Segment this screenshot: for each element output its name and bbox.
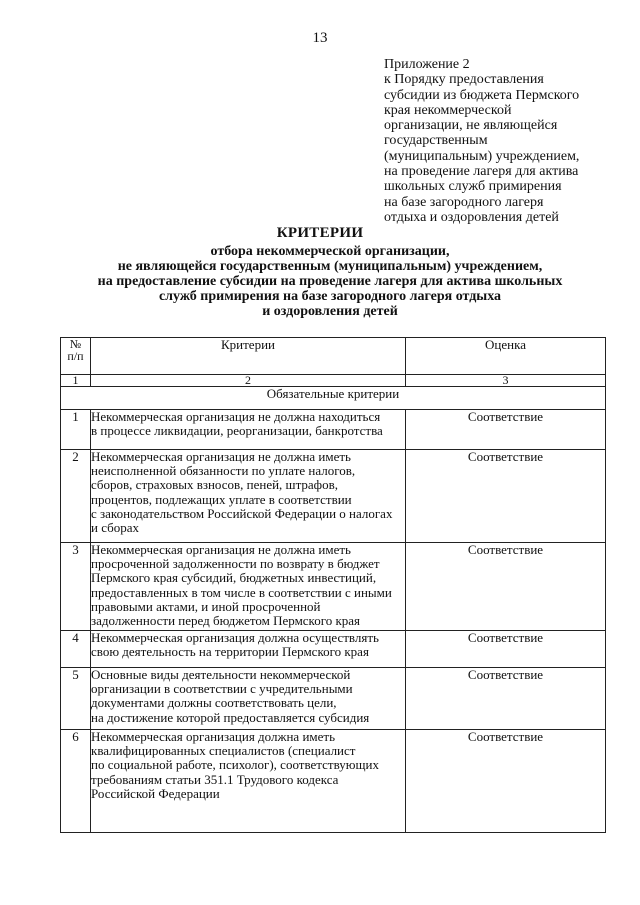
appendix-line: (муниципальным) учреждением,	[384, 148, 580, 164]
column-index: 3	[406, 375, 606, 387]
criterion-text: Основные виды деятельности некоммерческой организации в соответствии с учредительными документами должны соответствовать цели, на достижение которой предоставляется субсидия	[91, 668, 406, 730]
page-number: 13	[312, 30, 328, 46]
document-subtitle	[0, 244, 640, 319]
header-score: Оценка	[406, 338, 606, 375]
appendix-line: отдыха и оздоровления детей	[384, 209, 559, 225]
criterion-score: Соответствие	[406, 668, 606, 730]
criterion-score: Соответствие	[406, 730, 606, 833]
criterion-text: Некоммерческая организация должна иметь квалифицированных специалистов (специалист по социальной работе, психолог), соответствующих требованиям статьи 351.1 Трудового кодекса Российской Федерации	[91, 730, 406, 833]
appendix-line: субсидии из бюджета Пермского	[384, 87, 580, 103]
criterion-score: Соответствие	[406, 450, 606, 543]
column-index: 2	[91, 375, 406, 387]
criterion-text: Некоммерческая организация не должна иметь неисполненной обязанности по уплате налогов, сборов, страховых взносов, пеней, штрафов, процентов, подлежащих уплате в соответствии с законодательством Российской Федерации о налогах и сборах	[91, 450, 406, 543]
row-number: 1	[61, 410, 91, 450]
criterion-score: Соответствие	[406, 410, 606, 450]
subtitle-line: на предоставление субсидии на проведение лагеря для актива школьных	[97, 274, 563, 289]
section-title: Обязательные критерии	[61, 387, 606, 410]
table-row	[61, 543, 606, 631]
row-number: 2	[61, 450, 91, 543]
row-number: 6	[61, 730, 91, 833]
criterion-text: Некоммерческая организация должна осуществлять свою деятельность на территории Пермского края	[91, 631, 406, 668]
appendix-line: на базе загородного лагеря	[384, 194, 544, 210]
column-index-row	[61, 375, 606, 387]
appendix-line: на проведение лагеря для актива	[384, 164, 579, 180]
criterion-score: Соответствие	[406, 631, 606, 668]
row-number: 5	[61, 668, 91, 730]
subtitle-line: служб примирения на базе загородного лагеря отдыха	[158, 289, 502, 304]
criterion-text: Некоммерческая организация не должна иметь просроченной задолженности по возврату в бюджет Пермского края субсидий, бюджетных инвестиций, предоставленных в том числе в соответствии с иными правовыми актами, и иной просроченной задолженности перед бюджетом Пермского края	[91, 543, 406, 631]
table-row	[61, 730, 606, 833]
appendix-line: государственным	[384, 133, 488, 149]
appendix-line: к Порядку предоставления	[384, 72, 544, 88]
appendix-line: организации, не являющейся	[384, 118, 558, 134]
header-number: № п/п	[61, 338, 91, 375]
row-number: 4	[61, 631, 91, 668]
criteria-table	[60, 337, 606, 833]
subtitle-line: отбора некоммерческой организации,	[210, 244, 450, 259]
section-row	[61, 387, 606, 410]
table-row	[61, 410, 606, 450]
document-title: КРИТЕРИИ	[276, 225, 364, 241]
appendix-line: школьных служб примирения	[384, 179, 562, 195]
row-number: 3	[61, 543, 91, 631]
table-row	[61, 450, 606, 543]
subtitle-line: и оздоровления детей	[262, 304, 398, 319]
subtitle-line: не являющейся государственным (муниципальным) учреждением,	[117, 259, 543, 274]
column-index: 1	[61, 375, 91, 387]
table-row	[61, 668, 606, 730]
criterion-text: Некоммерческая организация не должна находиться в процессе ликвидации, реорганизации, банкротства	[91, 410, 406, 450]
header-criteria: Критерии	[91, 338, 406, 375]
appendix-reference	[384, 57, 624, 225]
appendix-line: Приложение 2	[384, 57, 470, 72]
table-header-row	[61, 338, 606, 375]
table-row	[61, 631, 606, 668]
criterion-score: Соответствие	[406, 543, 606, 631]
appendix-line: края некоммерческой	[384, 102, 512, 118]
